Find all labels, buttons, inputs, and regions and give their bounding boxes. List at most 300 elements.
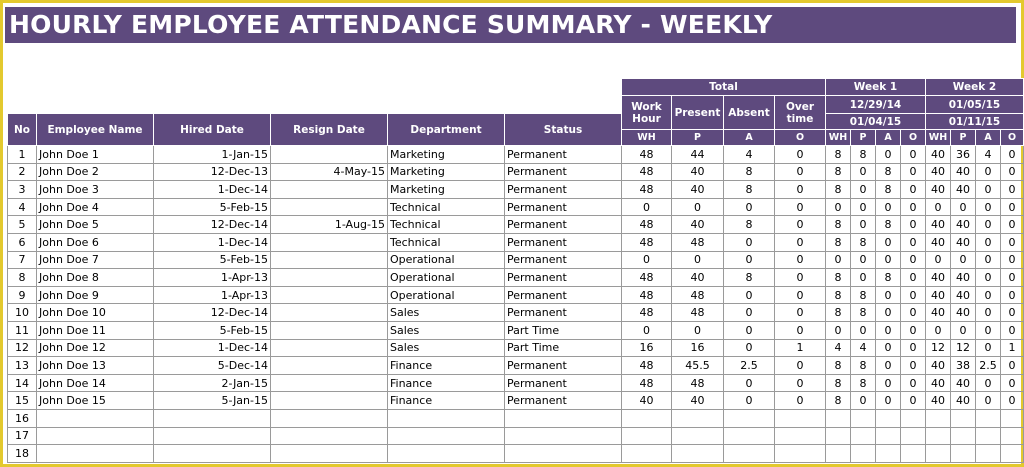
cell-week1-o[interactable]: 0 [901, 304, 926, 322]
cell-hired-date[interactable]: 12-Dec-14 [154, 304, 271, 322]
cell-resign-date[interactable] [271, 198, 388, 216]
cell-week2-o[interactable]: 0 [1001, 146, 1024, 164]
cell-resign-date[interactable] [271, 269, 388, 287]
cell-resign-date[interactable]: 4-May-15 [271, 163, 388, 181]
cell-resign-date[interactable] [271, 374, 388, 392]
cell-week2-a[interactable]: 0 [976, 251, 1001, 269]
cell-total-wh[interactable]: 16 [622, 339, 672, 357]
cell-department[interactable]: Technical [388, 216, 505, 234]
cell-hired-date[interactable]: 1-Dec-14 [154, 233, 271, 251]
cell-week1-wh[interactable]: 8 [826, 304, 851, 322]
cell-week2-p[interactable]: 40 [951, 286, 976, 304]
cell-week1-a[interactable]: 0 [876, 304, 901, 322]
cell-status[interactable]: Permanent [505, 374, 622, 392]
cell-status[interactable]: Permanent [505, 198, 622, 216]
cell-total-p[interactable]: 0 [672, 251, 724, 269]
cell-status[interactable]: Part Time [505, 339, 622, 357]
cell-no[interactable]: 1 [8, 146, 37, 164]
cell-status[interactable]: Permanent [505, 251, 622, 269]
cell-week1-wh[interactable] [826, 445, 851, 463]
cell-employee-name[interactable]: John Doe 5 [37, 216, 154, 234]
cell-total-wh[interactable]: 48 [622, 216, 672, 234]
cell-total-a[interactable]: 0 [724, 304, 775, 322]
cell-week1-p[interactable]: 8 [851, 146, 876, 164]
cell-week2-p[interactable]: 12 [951, 339, 976, 357]
cell-hired-date[interactable]: 5-Feb-15 [154, 321, 271, 339]
cell-week1-a[interactable]: 8 [876, 269, 901, 287]
cell-hired-date[interactable]: 1-Apr-13 [154, 286, 271, 304]
cell-week2-wh[interactable] [926, 427, 951, 445]
cell-employee-name[interactable] [37, 445, 154, 463]
cell-week1-o[interactable]: 0 [901, 269, 926, 287]
cell-hired-date[interactable]: 1-Dec-14 [154, 181, 271, 199]
cell-week2-wh[interactable]: 40 [926, 216, 951, 234]
cell-total-wh[interactable] [622, 445, 672, 463]
cell-status[interactable]: Permanent [505, 216, 622, 234]
cell-no[interactable]: 4 [8, 198, 37, 216]
cell-total-wh[interactable]: 48 [622, 181, 672, 199]
cell-total-a[interactable]: 0 [724, 233, 775, 251]
cell-week1-p[interactable]: 0 [851, 251, 876, 269]
cell-week2-wh[interactable]: 40 [926, 163, 951, 181]
cell-total-wh[interactable]: 0 [622, 321, 672, 339]
cell-week2-p[interactable]: 36 [951, 146, 976, 164]
cell-week2-p[interactable] [951, 427, 976, 445]
cell-hired-date[interactable] [154, 445, 271, 463]
cell-week2-p[interactable]: 40 [951, 233, 976, 251]
cell-status[interactable] [505, 445, 622, 463]
cell-week2-p[interactable]: 40 [951, 216, 976, 234]
cell-department[interactable]: Marketing [388, 181, 505, 199]
cell-week1-a[interactable] [876, 427, 901, 445]
cell-week2-p[interactable]: 38 [951, 357, 976, 375]
cell-week1-a[interactable]: 0 [876, 286, 901, 304]
cell-total-o[interactable]: 0 [775, 392, 826, 410]
cell-resign-date[interactable] [271, 339, 388, 357]
cell-total-o[interactable]: 0 [775, 269, 826, 287]
cell-week2-wh[interactable]: 40 [926, 357, 951, 375]
cell-week2-a[interactable]: 0 [976, 321, 1001, 339]
cell-week1-a[interactable]: 0 [876, 357, 901, 375]
cell-week2-a[interactable] [976, 427, 1001, 445]
cell-status[interactable] [505, 409, 622, 427]
cell-total-wh[interactable]: 48 [622, 163, 672, 181]
cell-week1-a[interactable]: 0 [876, 198, 901, 216]
cell-week2-o[interactable]: 0 [1001, 374, 1024, 392]
cell-week2-wh[interactable]: 40 [926, 392, 951, 410]
cell-hired-date[interactable]: 5-Jan-15 [154, 392, 271, 410]
cell-total-wh[interactable]: 48 [622, 357, 672, 375]
cell-week1-p[interactable]: 0 [851, 321, 876, 339]
cell-week2-o[interactable]: 0 [1001, 198, 1024, 216]
cell-no[interactable]: 6 [8, 233, 37, 251]
cell-total-wh[interactable]: 0 [622, 251, 672, 269]
cell-total-o[interactable]: 0 [775, 251, 826, 269]
cell-week2-a[interactable]: 0 [976, 374, 1001, 392]
cell-week1-wh[interactable] [826, 427, 851, 445]
cell-total-p[interactable]: 40 [672, 392, 724, 410]
cell-week1-wh[interactable]: 8 [826, 374, 851, 392]
cell-department[interactable]: Operational [388, 269, 505, 287]
cell-week2-p[interactable]: 40 [951, 181, 976, 199]
cell-status[interactable]: Permanent [505, 286, 622, 304]
cell-employee-name[interactable]: John Doe 12 [37, 339, 154, 357]
cell-status[interactable]: Permanent [505, 357, 622, 375]
cell-employee-name[interactable]: John Doe 6 [37, 233, 154, 251]
cell-week2-a[interactable]: 0 [976, 269, 1001, 287]
cell-week2-o[interactable]: 0 [1001, 216, 1024, 234]
cell-week2-p[interactable]: 40 [951, 392, 976, 410]
cell-week2-a[interactable]: 0 [976, 216, 1001, 234]
cell-employee-name[interactable]: John Doe 4 [37, 198, 154, 216]
cell-week1-a[interactable]: 8 [876, 216, 901, 234]
cell-resign-date[interactable] [271, 445, 388, 463]
cell-week2-a[interactable] [976, 445, 1001, 463]
cell-week1-p[interactable]: 8 [851, 286, 876, 304]
cell-week2-a[interactable]: 0 [976, 198, 1001, 216]
cell-week2-a[interactable]: 0 [976, 392, 1001, 410]
cell-total-p[interactable]: 40 [672, 269, 724, 287]
cell-total-a[interactable]: 0 [724, 251, 775, 269]
cell-week1-wh[interactable]: 8 [826, 392, 851, 410]
cell-week2-o[interactable]: 0 [1001, 392, 1024, 410]
cell-employee-name[interactable]: John Doe 15 [37, 392, 154, 410]
cell-week1-o[interactable] [901, 445, 926, 463]
cell-employee-name[interactable]: John Doe 3 [37, 181, 154, 199]
cell-total-a[interactable]: 8 [724, 269, 775, 287]
cell-week1-wh[interactable] [826, 409, 851, 427]
cell-week2-a[interactable]: 2.5 [976, 357, 1001, 375]
cell-department[interactable]: Sales [388, 304, 505, 322]
cell-week1-wh[interactable]: 8 [826, 233, 851, 251]
cell-week2-a[interactable]: 0 [976, 286, 1001, 304]
cell-week1-p[interactable] [851, 427, 876, 445]
cell-week1-wh[interactable]: 0 [826, 251, 851, 269]
cell-week1-p[interactable] [851, 445, 876, 463]
cell-week1-o[interactable]: 0 [901, 321, 926, 339]
cell-week1-p[interactable]: 0 [851, 392, 876, 410]
cell-total-a[interactable]: 0 [724, 392, 775, 410]
cell-no[interactable]: 3 [8, 181, 37, 199]
cell-hired-date[interactable] [154, 409, 271, 427]
cell-week2-a[interactable]: 0 [976, 181, 1001, 199]
cell-no[interactable]: 10 [8, 304, 37, 322]
cell-week2-o[interactable]: 0 [1001, 181, 1024, 199]
cell-week2-o[interactable] [1001, 445, 1024, 463]
cell-week1-a[interactable]: 0 [876, 321, 901, 339]
cell-status[interactable]: Permanent [505, 146, 622, 164]
cell-department[interactable]: Sales [388, 339, 505, 357]
cell-no[interactable]: 11 [8, 321, 37, 339]
cell-total-a[interactable] [724, 445, 775, 463]
cell-week2-wh[interactable]: 12 [926, 339, 951, 357]
cell-total-wh[interactable]: 48 [622, 269, 672, 287]
cell-status[interactable]: Permanent [505, 181, 622, 199]
cell-total-p[interactable]: 0 [672, 321, 724, 339]
cell-employee-name[interactable] [37, 427, 154, 445]
cell-week2-p[interactable]: 40 [951, 374, 976, 392]
cell-department[interactable]: Operational [388, 251, 505, 269]
cell-week1-wh[interactable]: 8 [826, 146, 851, 164]
cell-week1-o[interactable]: 0 [901, 374, 926, 392]
cell-total-p[interactable]: 48 [672, 286, 724, 304]
cell-no[interactable]: 2 [8, 163, 37, 181]
cell-total-a[interactable]: 2.5 [724, 357, 775, 375]
cell-employee-name[interactable]: John Doe 9 [37, 286, 154, 304]
cell-employee-name[interactable]: John Doe 11 [37, 321, 154, 339]
cell-no[interactable]: 15 [8, 392, 37, 410]
cell-department[interactable]: Sales [388, 321, 505, 339]
cell-week1-a[interactable]: 0 [876, 374, 901, 392]
cell-total-p[interactable] [672, 427, 724, 445]
cell-status[interactable]: Permanent [505, 269, 622, 287]
cell-total-wh[interactable] [622, 427, 672, 445]
cell-week1-a[interactable] [876, 445, 901, 463]
cell-total-o[interactable]: 0 [775, 146, 826, 164]
cell-total-o[interactable]: 0 [775, 233, 826, 251]
cell-hired-date[interactable]: 1-Dec-14 [154, 339, 271, 357]
cell-no[interactable]: 5 [8, 216, 37, 234]
cell-week1-o[interactable]: 0 [901, 216, 926, 234]
cell-week1-wh[interactable]: 0 [826, 198, 851, 216]
cell-department[interactable]: Technical [388, 198, 505, 216]
cell-week1-p[interactable]: 4 [851, 339, 876, 357]
cell-total-a[interactable]: 8 [724, 216, 775, 234]
cell-department[interactable] [388, 427, 505, 445]
cell-total-wh[interactable]: 48 [622, 146, 672, 164]
cell-total-a[interactable] [724, 427, 775, 445]
cell-week1-p[interactable]: 0 [851, 198, 876, 216]
cell-week1-p[interactable]: 0 [851, 269, 876, 287]
cell-total-p[interactable]: 48 [672, 233, 724, 251]
cell-department[interactable]: Technical [388, 233, 505, 251]
cell-week1-o[interactable]: 0 [901, 198, 926, 216]
cell-resign-date[interactable] [271, 427, 388, 445]
cell-week2-o[interactable]: 0 [1001, 304, 1024, 322]
cell-week2-a[interactable] [976, 409, 1001, 427]
cell-week2-p[interactable]: 40 [951, 269, 976, 287]
cell-week2-a[interactable]: 0 [976, 233, 1001, 251]
cell-no[interactable]: 12 [8, 339, 37, 357]
cell-resign-date[interactable] [271, 146, 388, 164]
cell-week2-wh[interactable]: 40 [926, 233, 951, 251]
cell-total-wh[interactable]: 0 [622, 198, 672, 216]
cell-status[interactable]: Permanent [505, 233, 622, 251]
cell-week2-wh[interactable]: 40 [926, 181, 951, 199]
cell-hired-date[interactable]: 5-Feb-15 [154, 251, 271, 269]
cell-week2-a[interactable]: 0 [976, 163, 1001, 181]
cell-total-p[interactable]: 44 [672, 146, 724, 164]
cell-week1-wh[interactable]: 8 [826, 163, 851, 181]
cell-department[interactable]: Finance [388, 392, 505, 410]
cell-resign-date[interactable] [271, 409, 388, 427]
cell-week2-p[interactable]: 0 [951, 251, 976, 269]
cell-week2-wh[interactable] [926, 409, 951, 427]
cell-employee-name[interactable]: John Doe 2 [37, 163, 154, 181]
cell-status[interactable] [505, 427, 622, 445]
cell-resign-date[interactable] [271, 181, 388, 199]
cell-resign-date[interactable]: 1-Aug-15 [271, 216, 388, 234]
cell-week1-p[interactable]: 0 [851, 163, 876, 181]
cell-week1-a[interactable]: 0 [876, 339, 901, 357]
cell-employee-name[interactable]: John Doe 1 [37, 146, 154, 164]
cell-no[interactable]: 17 [8, 427, 37, 445]
cell-week2-wh[interactable]: 40 [926, 286, 951, 304]
cell-week1-a[interactable]: 8 [876, 181, 901, 199]
cell-total-o[interactable]: 0 [775, 321, 826, 339]
cell-week1-p[interactable]: 0 [851, 181, 876, 199]
cell-total-o[interactable]: 0 [775, 216, 826, 234]
cell-week1-o[interactable]: 0 [901, 163, 926, 181]
cell-department[interactable]: Marketing [388, 163, 505, 181]
cell-week2-o[interactable]: 0 [1001, 233, 1024, 251]
cell-week2-o[interactable]: 0 [1001, 163, 1024, 181]
cell-week2-a[interactable]: 0 [976, 339, 1001, 357]
cell-week1-a[interactable]: 0 [876, 146, 901, 164]
cell-hired-date[interactable] [154, 427, 271, 445]
cell-employee-name[interactable]: John Doe 13 [37, 357, 154, 375]
cell-hired-date[interactable]: 1-Jan-15 [154, 146, 271, 164]
cell-resign-date[interactable] [271, 251, 388, 269]
cell-total-p[interactable]: 16 [672, 339, 724, 357]
cell-total-o[interactable] [775, 445, 826, 463]
cell-week1-o[interactable]: 0 [901, 233, 926, 251]
cell-week1-wh[interactable]: 8 [826, 286, 851, 304]
cell-total-o[interactable]: 0 [775, 198, 826, 216]
cell-resign-date[interactable] [271, 233, 388, 251]
cell-week2-wh[interactable]: 40 [926, 269, 951, 287]
cell-total-a[interactable]: 0 [724, 321, 775, 339]
cell-week1-wh[interactable]: 8 [826, 357, 851, 375]
cell-week1-o[interactable] [901, 427, 926, 445]
cell-department[interactable]: Operational [388, 286, 505, 304]
cell-week2-wh[interactable]: 0 [926, 198, 951, 216]
cell-no[interactable]: 8 [8, 269, 37, 287]
cell-week1-o[interactable]: 0 [901, 286, 926, 304]
cell-department[interactable] [388, 409, 505, 427]
cell-total-p[interactable]: 45.5 [672, 357, 724, 375]
cell-week1-a[interactable]: 0 [876, 251, 901, 269]
cell-hired-date[interactable]: 2-Jan-15 [154, 374, 271, 392]
cell-employee-name[interactable]: John Doe 7 [37, 251, 154, 269]
cell-week2-wh[interactable]: 0 [926, 321, 951, 339]
cell-total-a[interactable]: 0 [724, 286, 775, 304]
cell-total-wh[interactable]: 48 [622, 304, 672, 322]
cell-week2-o[interactable] [1001, 409, 1024, 427]
cell-total-o[interactable] [775, 409, 826, 427]
cell-total-o[interactable]: 1 [775, 339, 826, 357]
cell-total-a[interactable]: 0 [724, 198, 775, 216]
cell-week2-o[interactable] [1001, 427, 1024, 445]
cell-employee-name[interactable] [37, 409, 154, 427]
cell-department[interactable] [388, 445, 505, 463]
cell-resign-date[interactable] [271, 304, 388, 322]
cell-week2-o[interactable]: 0 [1001, 286, 1024, 304]
cell-employee-name[interactable]: John Doe 14 [37, 374, 154, 392]
cell-week2-wh[interactable]: 40 [926, 146, 951, 164]
cell-total-p[interactable]: 40 [672, 216, 724, 234]
cell-hired-date[interactable]: 12-Dec-13 [154, 163, 271, 181]
cell-week2-p[interactable] [951, 409, 976, 427]
cell-week1-a[interactable]: 0 [876, 392, 901, 410]
cell-total-p[interactable] [672, 445, 724, 463]
cell-week2-o[interactable]: 1 [1001, 339, 1024, 357]
cell-hired-date[interactable]: 5-Dec-14 [154, 357, 271, 375]
cell-total-o[interactable]: 0 [775, 374, 826, 392]
cell-week1-p[interactable]: 8 [851, 304, 876, 322]
cell-status[interactable]: Part Time [505, 321, 622, 339]
cell-resign-date[interactable] [271, 321, 388, 339]
cell-no[interactable]: 7 [8, 251, 37, 269]
cell-week1-a[interactable] [876, 409, 901, 427]
cell-total-a[interactable]: 0 [724, 339, 775, 357]
cell-status[interactable]: Permanent [505, 304, 622, 322]
cell-week2-wh[interactable] [926, 445, 951, 463]
cell-hired-date[interactable]: 5-Feb-15 [154, 198, 271, 216]
cell-total-o[interactable]: 0 [775, 304, 826, 322]
cell-week1-o[interactable]: 0 [901, 251, 926, 269]
cell-resign-date[interactable] [271, 392, 388, 410]
cell-no[interactable]: 18 [8, 445, 37, 463]
cell-no[interactable]: 14 [8, 374, 37, 392]
cell-total-o[interactable]: 0 [775, 357, 826, 375]
cell-total-wh[interactable] [622, 409, 672, 427]
cell-total-wh[interactable]: 48 [622, 286, 672, 304]
cell-total-o[interactable]: 0 [775, 286, 826, 304]
cell-week1-wh[interactable]: 8 [826, 269, 851, 287]
cell-week2-o[interactable]: 0 [1001, 321, 1024, 339]
cell-total-a[interactable]: 0 [724, 374, 775, 392]
cell-total-p[interactable]: 40 [672, 163, 724, 181]
cell-resign-date[interactable] [271, 286, 388, 304]
cell-resign-date[interactable] [271, 357, 388, 375]
cell-week2-p[interactable]: 0 [951, 198, 976, 216]
cell-total-a[interactable]: 4 [724, 146, 775, 164]
cell-week1-wh[interactable]: 8 [826, 181, 851, 199]
cell-total-p[interactable]: 48 [672, 374, 724, 392]
cell-week1-p[interactable]: 0 [851, 216, 876, 234]
cell-total-a[interactable]: 8 [724, 181, 775, 199]
cell-week1-o[interactable]: 0 [901, 339, 926, 357]
cell-week1-p[interactable]: 8 [851, 374, 876, 392]
cell-status[interactable]: Permanent [505, 163, 622, 181]
cell-employee-name[interactable]: John Doe 10 [37, 304, 154, 322]
cell-week1-o[interactable]: 0 [901, 181, 926, 199]
cell-total-o[interactable] [775, 427, 826, 445]
cell-department[interactable]: Finance [388, 374, 505, 392]
cell-status[interactable]: Permanent [505, 392, 622, 410]
cell-no[interactable]: 9 [8, 286, 37, 304]
cell-week2-o[interactable]: 0 [1001, 269, 1024, 287]
cell-week2-o[interactable]: 0 [1001, 251, 1024, 269]
cell-week2-wh[interactable]: 40 [926, 304, 951, 322]
cell-total-wh[interactable]: 48 [622, 233, 672, 251]
cell-total-p[interactable] [672, 409, 724, 427]
cell-week2-wh[interactable]: 40 [926, 374, 951, 392]
cell-week1-o[interactable]: 0 [901, 146, 926, 164]
cell-week2-p[interactable]: 40 [951, 304, 976, 322]
cell-total-p[interactable]: 0 [672, 198, 724, 216]
cell-week2-o[interactable]: 0 [1001, 357, 1024, 375]
cell-week1-wh[interactable]: 0 [826, 321, 851, 339]
cell-no[interactable]: 13 [8, 357, 37, 375]
cell-week1-p[interactable] [851, 409, 876, 427]
cell-total-a[interactable]: 8 [724, 163, 775, 181]
cell-no[interactable]: 16 [8, 409, 37, 427]
cell-hired-date[interactable]: 1-Apr-13 [154, 269, 271, 287]
cell-total-o[interactable]: 0 [775, 163, 826, 181]
cell-week1-wh[interactable]: 4 [826, 339, 851, 357]
